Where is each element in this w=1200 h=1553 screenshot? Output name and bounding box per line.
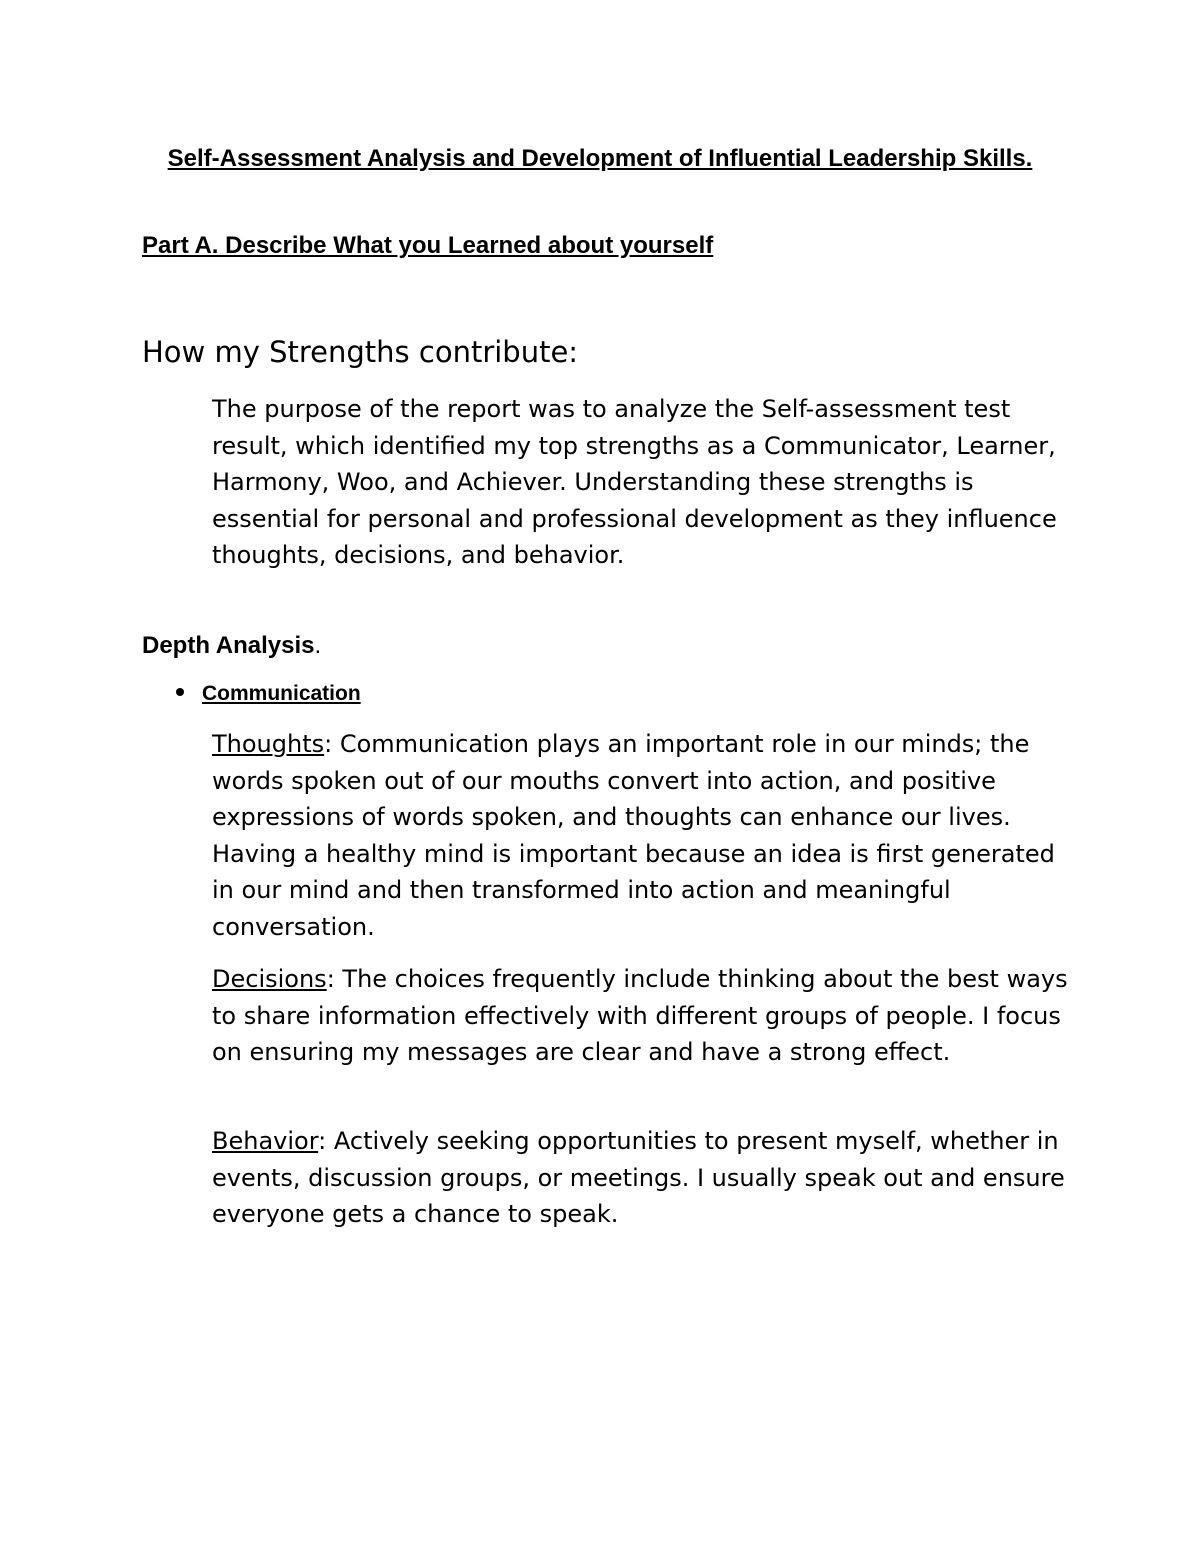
depth-analysis-period: .: [314, 632, 322, 659]
part-a-heading: Part A. Describe What you Learned about yourself: [142, 232, 714, 259]
bullet-label: Communication: [202, 682, 361, 705]
strengths-heading: How my Strengths contribute:: [142, 335, 579, 369]
document-title: Self-Assessment Analysis and Development of Influential Leadership Skills.: [167, 145, 1033, 172]
decisions-text: : The choices frequently include thinking about the best ways to share information effectively with different groups of people. I focus on ensuring my messages are clear and have a strong effect.: [212, 965, 1068, 1067]
thoughts-paragraph: [212, 726, 1072, 946]
depth-analysis-heading: [142, 628, 321, 664]
depth-analysis-title: Depth Analysis: [142, 632, 315, 659]
behavior-text: : Actively seeking opportunities to present myself, whether in events, discussion groups, or meetings. I usually speak out and ensure everyone gets a chance to speak.: [212, 1127, 1065, 1229]
decisions-paragraph: [212, 961, 1072, 1071]
bullet-communication: [176, 680, 361, 708]
behavior-label: Behavior: [212, 1127, 319, 1155]
intro-paragraph: The purpose of the report was to analyze the Self-assessment test result, which identified my top strengths as a Communicator, Learner, Harmony, Woo, and Achiever. Understanding these strengths is essential for personal and professional development as they influence thoughts, decisions, and behavior.: [212, 395, 1057, 570]
thoughts-text: : Communication plays an important role in our minds; the words spoken out of our mouths convert into action, and positive expressions of words spoken, and thoughts can enhance our lives. Having a healthy mind is important because an idea is first generated in our mind and then transformed into action and meaningful conversation.: [212, 730, 1055, 941]
bullet-dot-icon: [176, 688, 184, 696]
decisions-label: Decisions: [212, 965, 327, 993]
behavior-paragraph: [212, 1123, 1072, 1233]
thoughts-label: Thoughts: [212, 730, 325, 758]
